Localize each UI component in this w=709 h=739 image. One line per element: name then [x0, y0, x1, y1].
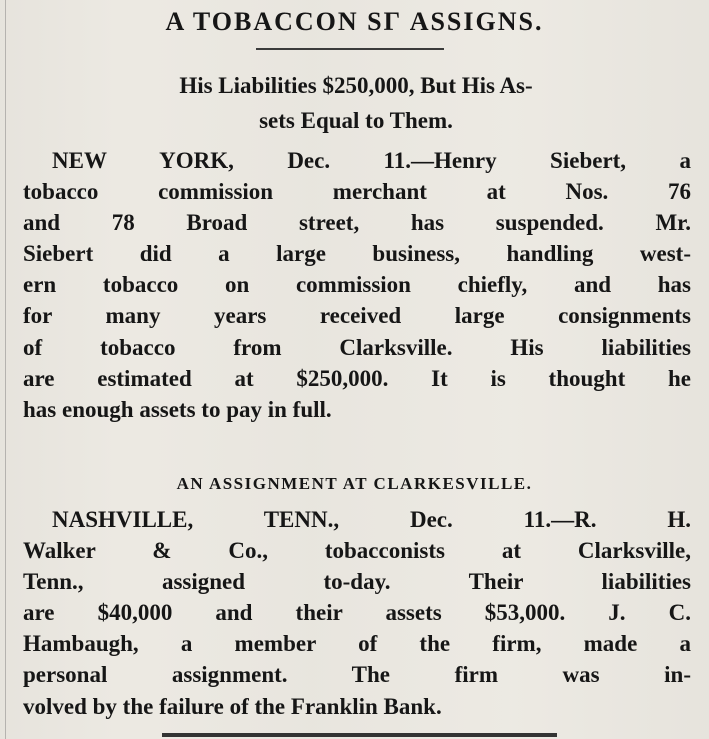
text-line: for many years received large consignments — [23, 303, 691, 329]
column-rule-left — [5, 0, 6, 739]
text-line: Tenn., assigned to-day. Their liabilities — [23, 569, 691, 595]
text-line: NASHVILLE, TENN., Dec. 11.—R. H. — [52, 507, 691, 532]
subheading: AN ASSIGNMENT AT CLARKESVILLE. — [176, 474, 533, 493]
deck-line: His Liabilities $250,000, But His As- — [179, 73, 533, 98]
text-line: and 78 Broad street, has suspended. Mr. — [23, 210, 691, 236]
text-line: volved by the failure of the Franklin Bank. — [23, 693, 442, 719]
text-line: personal assignment. The firm was in- — [23, 662, 691, 688]
deck-line: sets Equal to Them. — [259, 108, 453, 133]
text-line: are $40,000 and their assets $53,000. J. C. — [23, 600, 691, 626]
text-line: of tobacco from Clarksville. His liabilities — [23, 334, 691, 360]
text-line: ern tobacco on commission chiefly, and has — [23, 272, 691, 298]
text-line: tobacco commission merchant at Nos. 76 — [23, 179, 691, 205]
text-line: Hambaugh, a member of the firm, made a — [23, 631, 691, 657]
headline-rule — [256, 48, 444, 50]
text-line: Siebert did a large business, handling west- — [23, 241, 691, 267]
text-line: has enough assets to pay in full. — [23, 396, 332, 422]
text-line: are estimated at $250,000. It is thought he — [23, 365, 691, 391]
article-body-nashville — [23, 504, 691, 722]
text-line: NEW YORK, Dec. 11.—Henry Siebert, a — [52, 148, 691, 173]
article-end-rule — [162, 733, 557, 737]
headline: A TOBACCON SΓ ASSIGNS. — [165, 7, 544, 36]
text-line: Walker & Co., tobacconists at Clarksville, — [23, 538, 691, 564]
deck-heading — [22, 68, 690, 138]
article-body-new-york — [23, 145, 691, 425]
